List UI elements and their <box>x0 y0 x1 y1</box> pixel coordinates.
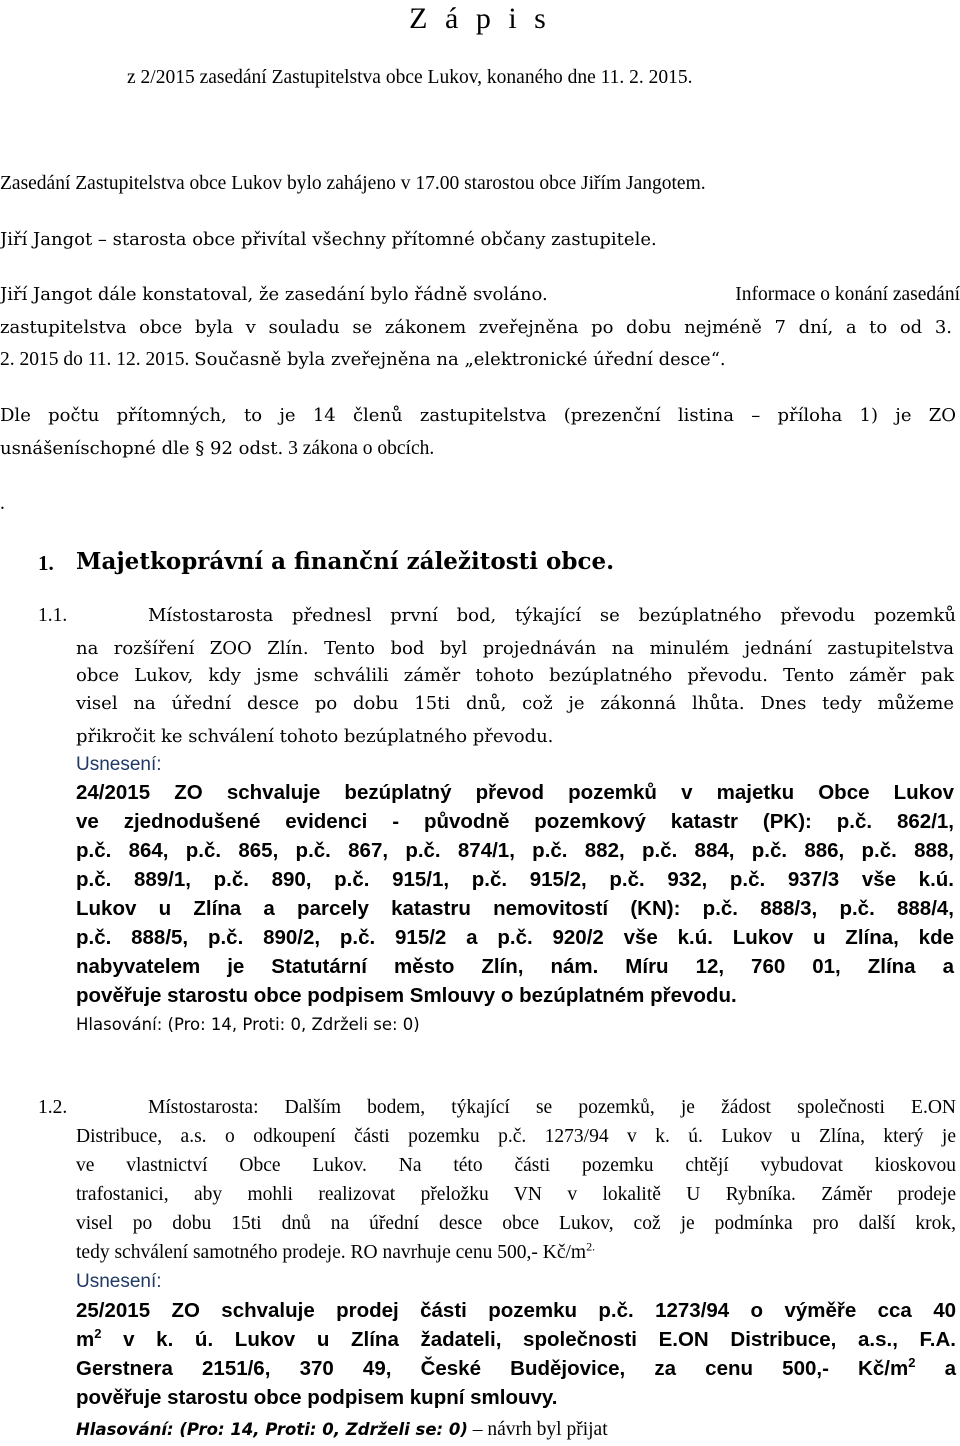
resolution-25-line-3-text: Gerstnera 2151/6, 370 49, České Budějovice, za cenu 500,- Kč/m <box>76 1357 909 1380</box>
resolution-25-line-2-text: v k. ú. Lukov u Zlína žadateli, společnosti E.ON Distribuce, a.s., F.A. <box>101 1328 956 1351</box>
document-subtitle: z 2/2015 zasedání Zastupitelstva obce Lukov, konaného dne 11. 2. 2015. <box>127 67 693 88</box>
intro-line-3b: Informace o konání zasedání <box>735 284 960 305</box>
intro-line-7b: 3 zákona o obcích. <box>288 438 435 459</box>
intro-dot: . <box>0 493 5 514</box>
resolution-25-m: m <box>76 1328 95 1351</box>
intro-line-6: Dle počtu přítomných, to je 14 členů zastupitelstva (prezenční listina – příloha 1) je ZO <box>0 405 956 426</box>
item-1-2-line-6 <box>76 1241 595 1265</box>
resolution-25-line-2 <box>76 1325 956 1354</box>
item-1-1-line-4: visel na úřední desce po dobu 15ti dnů, což je zákonná lhůta. Dnes tedy můžeme <box>76 693 954 714</box>
intro-line-2: Jiří Jangot – starosta obce přivítal všechny přítomné občany zastupitele. <box>0 229 657 250</box>
item-1-2-line-6-text: tedy schválení samotného prodeje. RO navrhuje cenu 500,- Kč/m <box>76 1242 587 1263</box>
item-1-2-number: 1.2. <box>38 1097 68 1118</box>
item-1-1-number: 1.1. <box>38 605 68 626</box>
resolution-25-sup-1: 2 <box>94 1326 102 1342</box>
resolution-25-line-3-end: a <box>915 1357 956 1380</box>
resolution-25-sup-2: 2 <box>908 1355 916 1371</box>
resolution-25-2015 <box>76 1296 956 1412</box>
resolution-24-line-6: p.č. 888/5, p.č. 890/2, p.č. 915/2 a p.č. 920/2 vše k.ú. Lukov u Zlína, kde <box>76 926 954 949</box>
intro-line-3a: Jiří Jangot dále konstatoval, že zasedání bylo řádně svoláno. <box>0 284 548 305</box>
section-number: 1. <box>38 551 54 575</box>
resolution-25-line-3 <box>76 1354 956 1383</box>
resolution-24-line-4: p.č. 889/1, p.č. 890, p.č. 915/1, p.č. 915/2, p.č. 932, p.č. 937/3 vše k.ú. <box>76 868 954 891</box>
resolution-24-2015 <box>76 778 954 1010</box>
section-heading: Majetkoprávní a finanční záležitosti obce. <box>76 548 615 575</box>
resolution-24-line-3: p.č. 864, p.č. 865, p.č. 867, p.č. 874/1, p.č. 882, p.č. 884, p.č. 886, p.č. 888, <box>76 839 954 862</box>
item-1-2-vote: Hlasování: (Pro: 14, Proti: 0, Zdrželi se: 0) <box>76 1420 468 1439</box>
resolution-24-line-8: pověřuje starostu obce podpisem Smlouvy o bezúplatném převodu. <box>76 984 737 1007</box>
item-1-1-line-2: na rozšíření ZOO Zlín. Tento bod byl projednáván na minulém jednání zastupitelstva <box>76 638 954 659</box>
resolution-24-line-7: nabyvatelem je Statutární město Zlín, nám. Míru 12, 760 01, Zlína a <box>76 955 954 978</box>
item-1-2-line-3: ve vlastnictví Obce Lukov. Na této části pozemku chtějí vybudovat kioskovou <box>76 1155 956 1176</box>
resolution-24-line-5: Lukov u Zlína a parcely katastru nemovitostí (KN): p.č. 888/3, p.č. 888/4, <box>76 897 954 920</box>
intro-line-7a: usnášeníschopné dle § 92 odst. <box>0 438 284 459</box>
item-1-2-vote-result: – návrh byl přijat <box>472 1419 608 1440</box>
item-1-1-line-3: obce Lukov, kdy jsme schválili záměr tohoto bezúplatného převodu. Tento záměr pak <box>76 665 954 686</box>
item-1-2-line-1: Místostarosta: Dalším bodem, týkající se pozemků, je žádost společnosti E.ON <box>148 1097 956 1118</box>
intro-line-5a: 2. 2015 do 11. 12. 2015. <box>0 349 190 370</box>
item-1-1-line-5: přikročit ke schválení tohoto bezúplatného převodu. <box>76 726 554 747</box>
intro-line-4: zastupitelstva obce byla v souladu se zákonem zveřejněna po dobu nejméně 7 dní, a to od 3. <box>0 317 952 338</box>
resolution-24-line-2: ve zjednodušené evidenci - původně pozemkový katastr (PK): p.č. 862/1, <box>76 810 954 833</box>
item-1-2-line-2: Distribuce, a.s. o odkoupení části pozemku p.č. 1273/94 v k. ú. Lukov u Zlína, který je <box>76 1126 956 1147</box>
intro-line-3 <box>0 283 960 307</box>
item-1-1-line-1: Místostarosta přednesl první bod, týkající se bezúplatného převodu pozemků <box>148 605 956 626</box>
intro-line-7 <box>0 437 434 461</box>
item-1-1-vote: Hlasování: (Pro: 14, Proti: 0, Zdrželi se: 0) <box>76 1015 420 1034</box>
item-1-2-line-6-sup: 2. <box>586 1239 596 1254</box>
intro-line-5b: Současně byla zveřejněna na „elektronické úřední desce“. <box>194 349 726 370</box>
item-1-2-vote-line <box>76 1418 608 1442</box>
item-1-2-line-4: trafostanici, aby mohli realizovat přeložku VN v lokalitě U Rybníka. Záměr prodeje <box>76 1184 956 1205</box>
item-1-2-usneseni-label: Usnesení: <box>76 1271 162 1292</box>
resolution-25-line-4: pověřuje starostu obce podpisem kupní smlouvy. <box>76 1386 558 1409</box>
item-1-1-usneseni-label: Usnesení: <box>76 754 162 775</box>
document-title: Z á p i s <box>409 2 551 35</box>
item-1-2-vote-result-text: návrh byl přijat <box>487 1419 608 1440</box>
resolution-25-line-1: 25/2015 ZO schvaluje prodej části pozemku p.č. 1273/94 o výměře cca 40 <box>76 1299 956 1322</box>
intro-line-5 <box>0 348 726 372</box>
intro-line-1: Zasedání Zastupitelstva obce Lukov bylo zahájeno v 17.00 starostou obce Jiřím Jangotem. <box>0 173 706 194</box>
item-1-2-line-5: visel po dobu 15ti dnů na úřední desce obce Lukov, což je podmínka pro další krok, <box>76 1213 956 1234</box>
resolution-24-line-1: 24/2015 ZO schvaluje bezúplatný převod pozemků v majetku Obce Lukov <box>76 781 954 804</box>
